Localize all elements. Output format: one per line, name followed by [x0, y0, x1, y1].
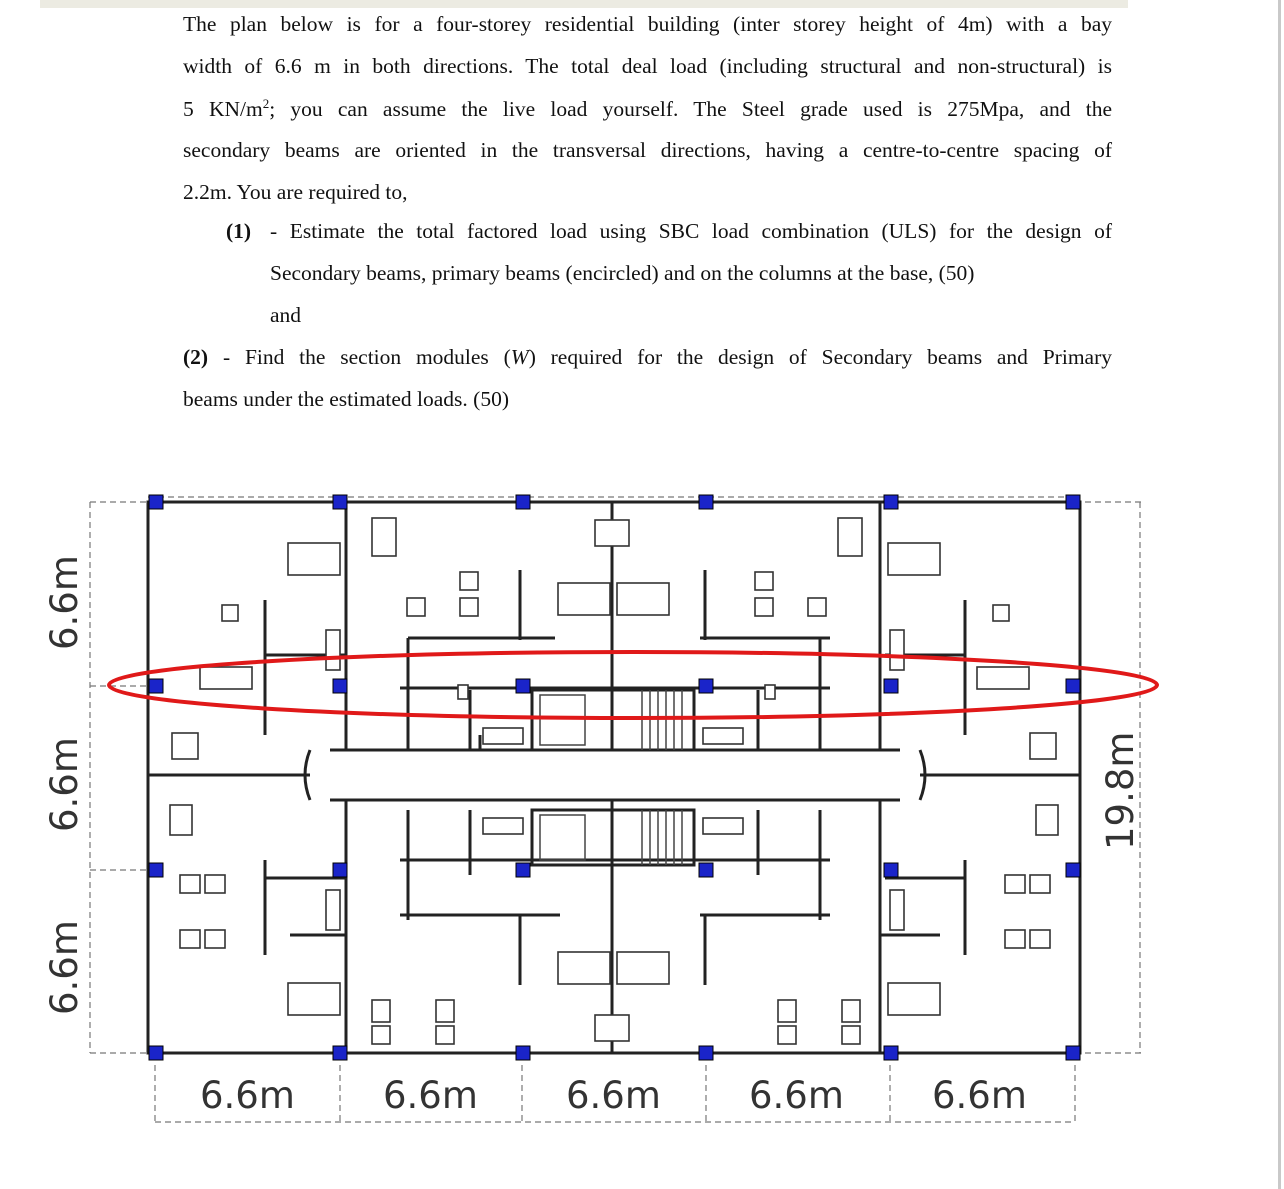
- section-modulus-symbol: W: [510, 345, 529, 369]
- left-dimension-2: 6.6m: [43, 737, 86, 832]
- left-dimension-3: 6.6m: [43, 920, 86, 1015]
- item-1-number: (1): [226, 219, 252, 243]
- item-2-number: (2): [183, 345, 209, 369]
- item-1-line-1: - Estimate the total factored load using SBC load combination (ULS) for the design of: [270, 219, 1112, 243]
- item-2-line-1-start: - Find the section modules (: [223, 345, 511, 369]
- paragraph-line-4: secondary beams are oriented in the transversal directions, having a centre-to-centre spacing of: [183, 138, 1112, 162]
- columns: [149, 495, 1080, 1060]
- unit-superscript: 2: [262, 96, 270, 111]
- floor-plan: [0, 470, 1284, 1189]
- paragraph-line-1: The plan below is for a four-storey residential building (inter storey height of 4m) with a bay: [183, 12, 1112, 36]
- item-1-line-3: and: [270, 303, 302, 327]
- item-2-line-2: beams under the estimated loads. (50): [183, 387, 509, 411]
- item-2-line-1: [223, 345, 1112, 370]
- paragraph-line-3-rest: ; you can assume the live load yourself. The Steel grade used is 275Mpa, and the: [269, 97, 1112, 122]
- left-dimension-1: 6.6m: [43, 555, 86, 650]
- page-top-edge: [40, 0, 1128, 8]
- paragraph-line-2: width of 6.6 m in both directions. The total deal load (including structural and non-structural) is: [183, 54, 1112, 78]
- building-walls: [148, 502, 1080, 1053]
- bottom-dimension-3: 6.6m: [566, 1074, 661, 1117]
- paragraph-line-3: [183, 96, 1112, 122]
- bottom-dimension-2: 6.6m: [383, 1074, 478, 1117]
- right-dimension-total: 19.8m: [1099, 731, 1142, 850]
- paragraph-line-5: 2.2m. You are required to,: [183, 180, 408, 204]
- item-1-line-2: Secondary beams, primary beams (encircled) and on the columns at the base, (50): [270, 261, 975, 285]
- bottom-dimension-4: 6.6m: [749, 1074, 844, 1117]
- item-2-line-1-end: ) required for the design of Secondary beams and Primary: [528, 345, 1112, 369]
- bottom-dimension-1: 6.6m: [200, 1074, 295, 1117]
- load-value: 5 KN/m: [183, 97, 263, 122]
- bottom-dimension-5: 6.6m: [932, 1074, 1027, 1117]
